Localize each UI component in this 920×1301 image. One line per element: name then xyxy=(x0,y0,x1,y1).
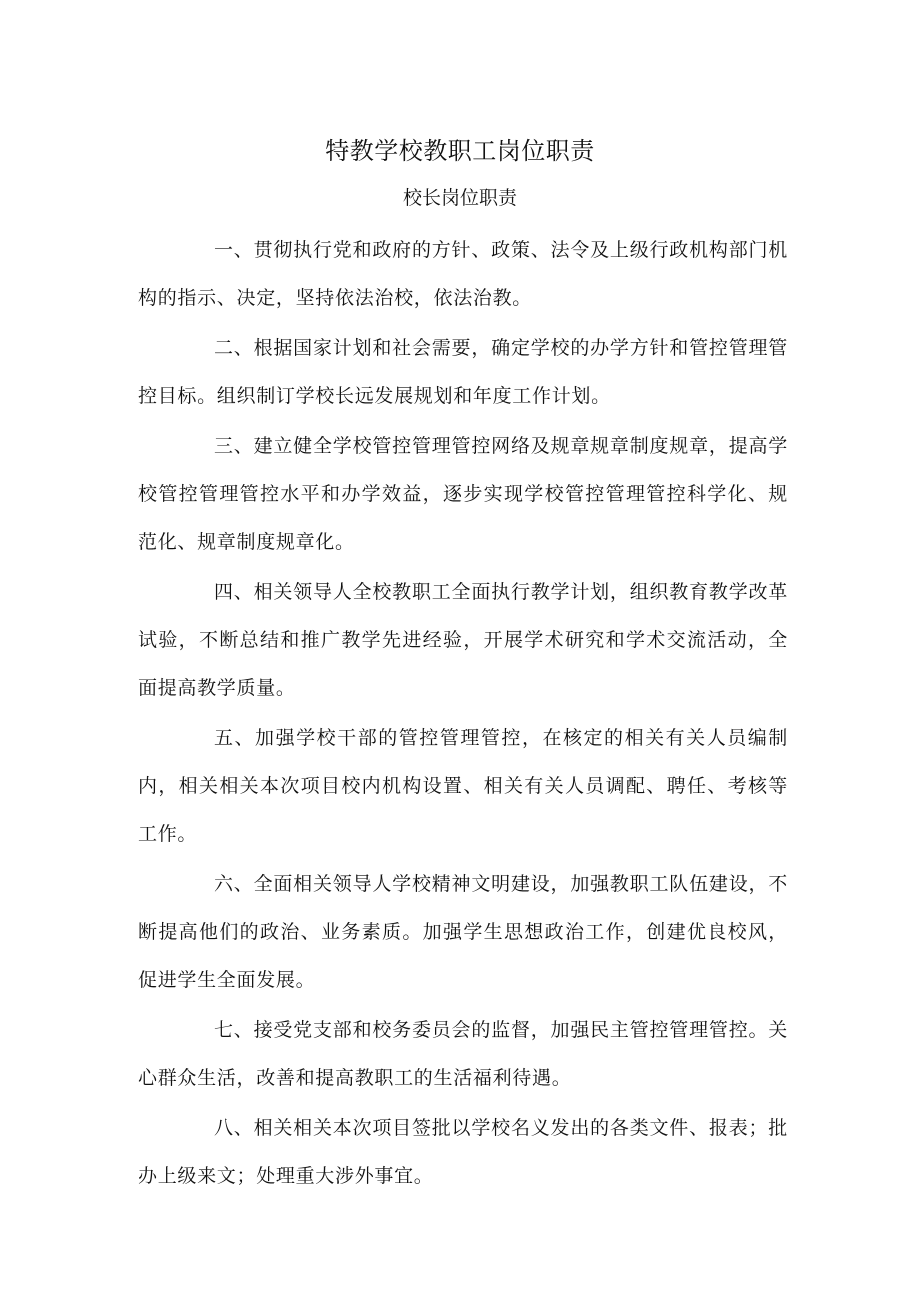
paragraph-1: 一、贯彻执行党和政府的方针、政策、法令及上级行政机构部门机构的指示、决定，坚持依法治校，依法治教。 xyxy=(138,239,788,309)
document-title: 特教学校教职工岗位职责 xyxy=(325,137,595,165)
paragraph-7: 七、接受党支部和校务委员会的监督，加强民主管控管理管控。关心群众生活，改善和提高教职工的生活福利待遇。 xyxy=(138,1019,788,1089)
section-heading: 校长岗位职责 xyxy=(402,187,517,209)
paragraph-3: 三、建立健全学校管控管理管控网络及规章规章制度规章，提高学校管控管理管控水平和办学效益，逐步实现学校管控管理管控科学化、规范化、规章制度规章化。 xyxy=(138,435,788,553)
paragraph-8: 八、相关相关本次项目签批以学校名义发出的各类文件、报表；批办上级来文；处理重大涉外事宜。 xyxy=(138,1117,788,1187)
document-body xyxy=(138,226,788,1200)
paragraph-6: 六、全面相关领导人学校精神文明建设，加强教职工队伍建设，不断提高他们的政治、业务素质。加强学生思想政治工作，创建优良校风，促进学生全面发展。 xyxy=(138,873,788,991)
paragraph-5: 五、加强学校干部的管控管理管控，在核定的相关有关人员编制内，相关相关本次项目校内机构设置、相关有关人员调配、聘任、考核等工作。 xyxy=(138,727,788,845)
paragraph-4: 四、相关领导人全校教职工全面执行教学计划，组织教育教学改革试验，不断总结和推广教学先进经验，开展学术研究和学术交流活动，全面提高教学质量。 xyxy=(138,581,788,699)
paragraph-2: 二、根据国家计划和社会需要，确定学校的办学方针和管控管理管控目标。组织制订学校长远发展规划和年度工作计划。 xyxy=(138,337,788,407)
